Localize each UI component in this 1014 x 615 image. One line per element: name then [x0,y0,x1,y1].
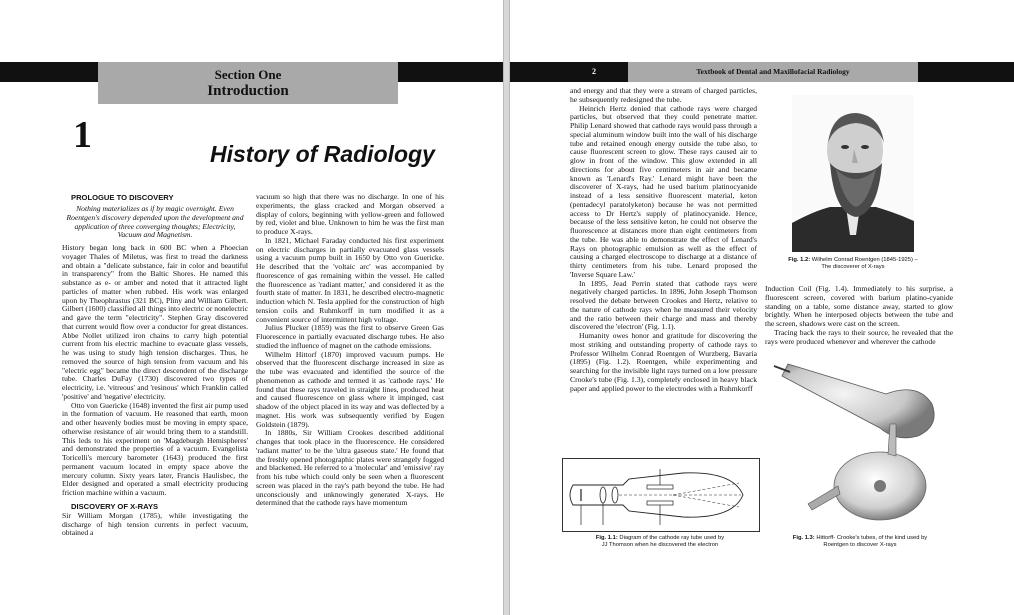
figure-caption-1-3 [772,535,948,549]
caption-label: Fig. 1.1: [595,535,618,541]
portrait-image [792,95,914,252]
section-title: Introduction [207,83,289,99]
left-column-2 [256,193,444,508]
page-number: 2 [592,67,596,76]
caption-label: Fig. 1.2: [788,257,811,263]
right-column-2 [765,285,953,346]
section-label: Section One [214,67,282,82]
heading-discovery: DISCOVERY OF X-RAYS [71,501,159,511]
paragraph: Induction Coil (Fig. 1.4). Immediately to his surprise, a fluorescent screen, covered with barium platino-cyanide standing on a table, some distance away, started to glow brightly. When he interposed objects between the tube and the screen, shadows were cast on the screen. [765,284,953,328]
caption-text-line2: The discoverer of X-rays [821,264,885,270]
paragraph: In 1821, Michael Faraday conducted his first experiment on electric discharges in partially evacuated glass vessels using a vacuum pump built in 1650 by Otto von Guericke. He described that the 'voltaic arc' was accompanied by fluorescence of gas remaining within the vessel. He called the fluorescence as 'radiant matter,' and considered it as the fourth state of matter. In 1831, he described electro-magnetic induction which N. Tesla applied for the construction of high tension coils and Ruhmkorff in turn modified it as a convenient source of intermittent high voltage. [256,235,444,324]
tube-diagram-image [563,459,759,531]
section-heading-box [98,62,398,104]
left-column-1 [62,193,248,538]
book-gutter [503,0,510,615]
right-page [510,0,1014,615]
paragraph: Wilhelm Hittorf (1870) improved vacuum pumps. He observed that the fluorescent discharge increased in size as the tube was evacuated and identified the source of the phenomenon as cathode and termed it as 'cathode rays.' He found that these rays traveled in straight lines, produced heat and caused fluorescence on glass where it impinged, cast shadow of the object placed in its way and was deflected by a magnet. His work was subsequently verified by Eugen Goldstein (1879). [256,349,444,429]
caption-text: Wilhelm Conrad Roentgen (1845-1925) – [811,257,918,263]
figure-caption-1-2 [778,257,928,271]
right-column-1 [570,87,757,393]
caption-text-line2: JJ Thomson when he discovered the electron [601,542,719,548]
paragraph: Sir William Morgan (1785), while investigating the discharge of high tension currents in perfect vacuum, obtained a [62,510,248,538]
paragraph: Julius Plucker (1859) was the first to observe Green Gas Fluorescence in partially evacuated discharge tubes. He also studied the influence of magnet on the cathode emissions. [256,323,444,350]
crookes-tubes-image [768,354,950,526]
paragraph: In 1895, Jead Perrin stated that cathode rays were negatively charged particles. In 1896, John Joseph Thomson resolved the debate between Crookes and Hertz, relative to the nature of cathode rays when he measured their velocity and the ratio between their charge and mass and thereby discovered the 'electron' (Fig. 1.1). [570,278,757,332]
paragraph: Otto von Guericke (1648) invented the first air pump used in the formation of vacuum. He reasoned that earth, moon and other heavenly bodies must be moving in empty space, otherwise resistance of air would bring them to a standstill. This leds to his experiment on 'Magdeburgh Hemispheres' and demonstrated the properties of a vacuum. Evangelista Toricelli's mercury barometer (1643) produced the first permanent vacuum located in empty space above the mercury column. Sixty years later, Francis Haulisbec, the Elder designed and operated a small electricity producing friction machine within a vacuum. [62,400,248,497]
roentgen-portrait [792,95,914,252]
paragraph: Heinrich Hertz denied that cathode rays were charged particles, but observed that they could penetrate matter. Philip Lenard showed that cathode rays would pass through a special aluminum window built into the wall of his discharge tube and retained enough energy outside the tube also, to cause fluorescent screen to glow. These rays caused air to glow in front of the window. This glow extended in all directions for about five centimeters in air and became known as 'Lenard's Ray.' Lenard might have been the discoverer of X-rays, had he used barium platinocyanide instead of a less sensitive fluorescent material, keton (pentadecyl paratolyketon) because he was not permitted access to Dr Hertz's supply of platinocyanide. Hence, because of the less sensitive keton, he could not observe the fluorescence at distances more than eight centimeters from the tube. He was able to demonstrate the effect of Lenard's Rays on photographic emulsion as well as the effect of causing a charged electroscope to discharge at a distance of thirty centimeters from his tube. Lenard proposed the 'Inverse Square Law.' [570,103,757,279]
intro-quote: Nothing materializes as if by magic overnight. Even Roentgen's discovery depended upon the development and application of three converging thoughts; Electricity, Vacuum and Magnetism. [66,204,244,240]
paragraph: vacuum so high that there was no discharge. In one of his experiments, the glass cracked and Morgan observed a display of colors, beginning with yellow-green and followed by red, violet and blue. Unknown to him he was the first man to produce X-rays. [256,192,444,236]
heading-prologue: PROLOGUE TO DISCOVERY [71,193,174,202]
paragraph: Tracing back the rays to their source, he revealed that the rays were produced whenever and wherever the cathode [765,327,953,346]
figure-caption-1-1 [580,535,740,549]
left-page [0,0,503,615]
paragraph: In 1880s, Sir William Crookes described additional changes that took place in the fluorescence. He considered 'radiant matter' to be the 'ultra gaseous state.' He found that the freshly opened photographic plates were strangely fogged and blackened. He referred to a 'molecular' and 'emissive' ray from his tube which could only be seen when a fluorescent screen was placed in the ray's path beyond the tube. He had unconsciously and unknowingly generated X-rays. He determined that the cathode rays have momentum [256,428,444,508]
running-header: Textbook of Dental and Maxillofacial Radiology [628,62,918,82]
caption-text-line2: Roentgen to discover X-rays [823,542,897,548]
cathode-tube-diagram [562,458,760,532]
caption-text: Hittorff- Crooke's tubes, of the kind used by [816,535,928,541]
chapter-number: 1 [73,114,92,156]
chapter-title: History of Radiology [210,141,435,167]
paragraph: and energy and that they were a stream of charged particles, he subsequently redesigned the tube. [570,86,757,104]
paragraph: Humanity owes honor and gratitude for discovering the most striking and outstanding property of cathode rays to Professor Wilhelm Conrad Roentgen of Wurzberg, Bavaria (1895) (Fig. 1.2). Roentgen, while experimenting and searching for the invisible light rays turned on a low pressure Crooke's tube (Fig. 1.3), completely enclosed in heavy black paper and applied power to the electrodes with a Ruhmkorff [570,331,757,393]
paragraph: History began long back in 600 BC when a Phoecian voyager Thales of Miletus, was first to tread the darkness and obtain a "delicate substance, fair in color and beautiful in transparency" from the Baltic Shores. He named this substance as e- or amber and noted that it attracted light particles of matter when rubbed. His work was enlarged upon by Theophrastus (321 BC), Pliny and William Gilbert. Gilbert (1600) classified all things into electric or nonelectric and gave the term "electricity". Stephen Gray discovered that current would flow over a conductor for great distances. Abbe Nollet utilized iron chains to carry high potential current from his electric machine to evacuate glass vessels, he was using to study high tension discharges. Thus, he removed the source of high tension from vacuum and his "electric egg" became the direct descendent of the discharge tube. Charles DuFay (1730) discovered two types of electricity, i.e. 'vitreous' and 'resinous' which Franklin called 'positive' and 'negative' electricity. [62,243,248,401]
crookes-tubes-photo [768,354,950,526]
caption-text: Diagram of the cathode ray tube used by [619,535,725,541]
caption-label: Fig. 1.3: [792,535,815,541]
